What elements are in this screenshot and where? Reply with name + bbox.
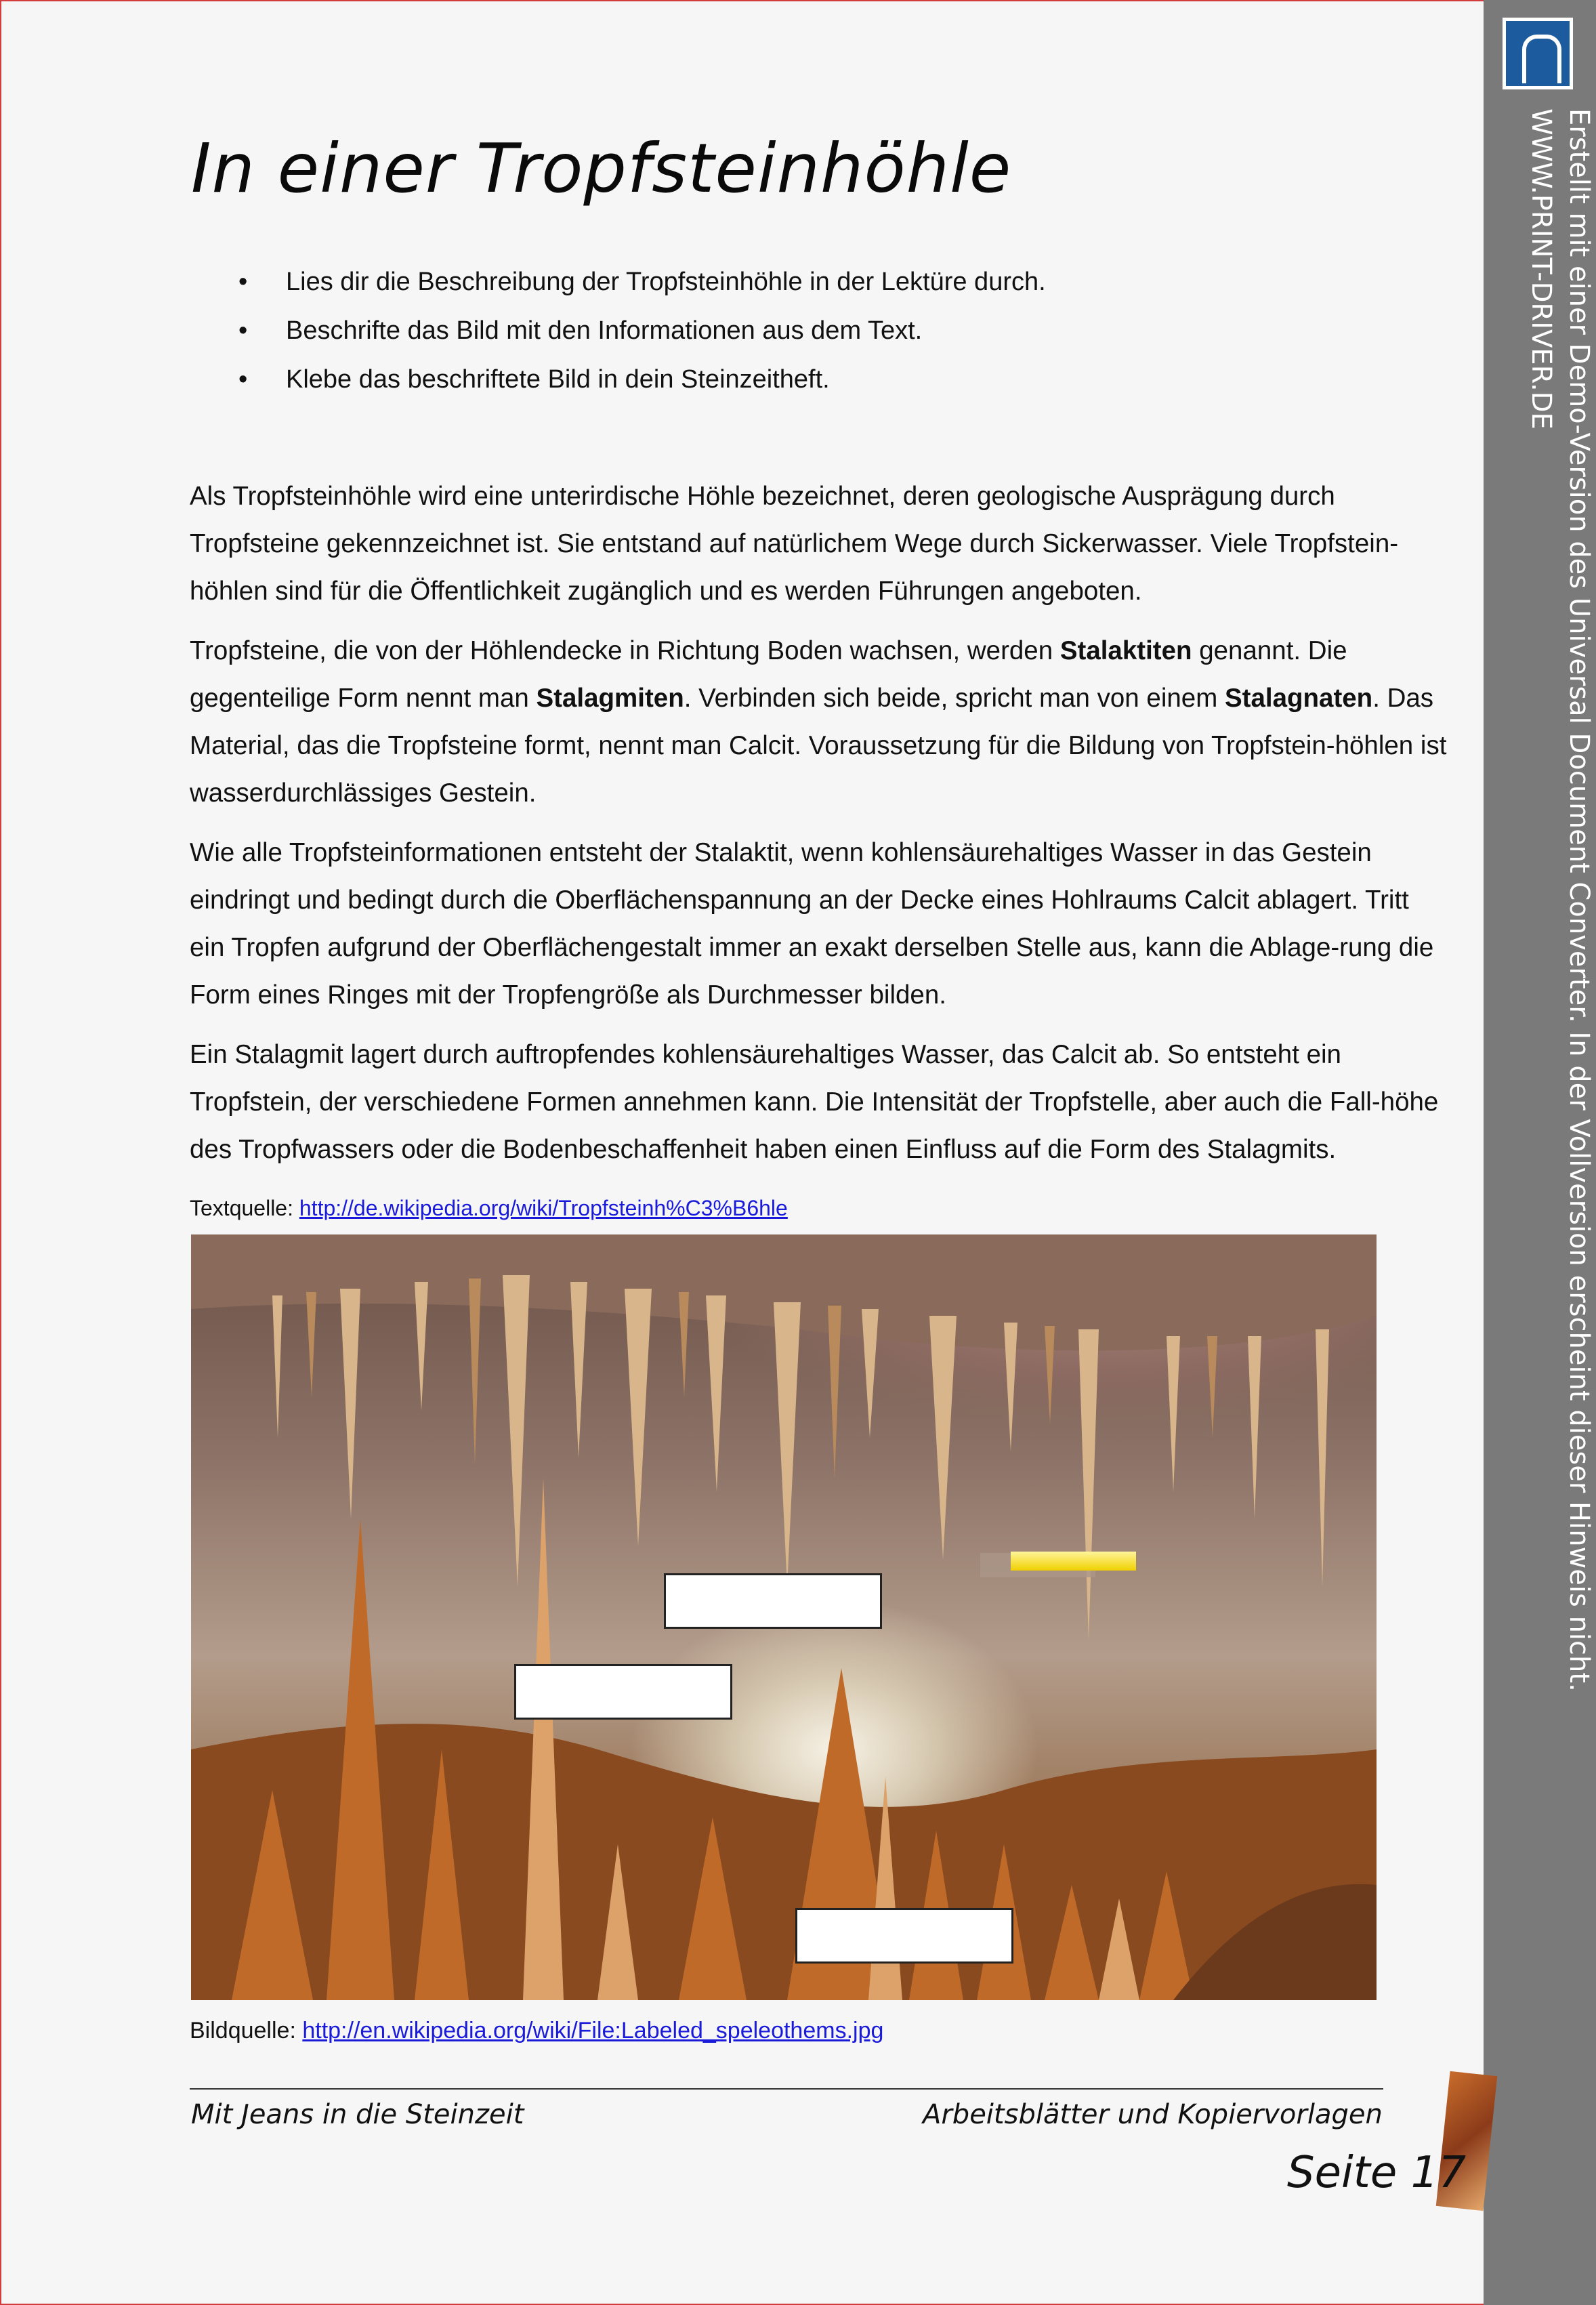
footer-divider bbox=[190, 2088, 1383, 2090]
image-source-label: Bildquelle: bbox=[190, 2018, 303, 2043]
watermark-text bbox=[1494, 108, 1596, 1692]
task-list bbox=[238, 257, 1046, 404]
page-number: Seite 17 bbox=[1287, 2148, 1467, 2198]
body-text bbox=[190, 473, 1450, 1186]
task-item: • Klebe das beschriftete Bild in dein Steinzeitheft. bbox=[238, 355, 1046, 404]
term-stalaktiten: Stalaktiten bbox=[1059, 636, 1192, 665]
highlight-marker bbox=[1011, 1552, 1136, 1571]
text-source-label: Textquelle: bbox=[190, 1196, 299, 1220]
converter-logo-icon bbox=[1503, 18, 1573, 89]
task-item: • Lies dir die Beschreibung der Tropfsteinhöhle in der Lektüre durch. bbox=[238, 257, 1046, 306]
footer-subtitle: Arbeitsblätter und Kopiervorlagen bbox=[923, 2099, 1383, 2130]
text-source bbox=[190, 1196, 788, 1221]
label-box-2[interactable] bbox=[514, 1664, 732, 1720]
paragraph-3: Wie alle Tropfsteinformationen entsteht der Stalaktit, wenn kohlensäurehaltiges Wasser in das Gestein eindringt und bedingt durch die Oberflächenspannung an der Decke eines Hohlraums Calcit ablagert. Tritt ein Tropfen aufgrund der Oberflächengestalt immer an exakt derselben Stelle aus, kann die Ablage-rung die Form eines Ringes mit der Tropfengröße als Durchmesser bilden. bbox=[190, 838, 1434, 1010]
paragraph-1: Als Tropfsteinhöhle wird eine unterirdische Höhle bezeichnet, deren geologische Ausprägung durch Tropfsteine gekennzeichnet ist. Sie entstand auf natürlichem Wege durch Sickerwasser. Viele Tropfstein-höhlen sind für die Öffentlichkeit zugänglich und es werden Führungen angeboten. bbox=[190, 482, 1399, 606]
footer-book-title: Mit Jeans in die Steinzeit bbox=[191, 2099, 524, 2130]
task-item: • Beschrifte das Bild mit den Informationen aus dem Text. bbox=[238, 306, 1046, 355]
term-stalagmiten: Stalagmiten bbox=[536, 684, 684, 713]
label-box-1[interactable] bbox=[664, 1573, 882, 1629]
image-source-link[interactable]: http://en.wikipedia.org/wiki/File:Labeled_speleothems.jpg bbox=[302, 2018, 884, 2043]
watermark-line-1: Erstellt mit einer Demo-Version des Universal Document Converter. In der Vollversion erscheint dieser Hinweis nicht. bbox=[1563, 108, 1595, 1692]
paragraph-4: Ein Stalagmit lagert durch auftropfendes kohlensäurehaltiges Wasser, das Calcit ab. So entsteht ein Tropfstein, der verschiedene Formen annehmen kann. Die Intensität der Tropfstelle, aber auch die Fall-höhe des Tropfwassers oder die Bodenbeschaffenheit haben einen Einfluss auf die Form des Stalagmits. bbox=[190, 1040, 1439, 1164]
image-source bbox=[190, 2018, 883, 2044]
label-box-3[interactable] bbox=[795, 1908, 1013, 1964]
cave-photo bbox=[191, 1234, 1377, 2000]
term-stalagnaten: Stalagnaten bbox=[1224, 684, 1373, 713]
watermark-line-2: WWW.PRINT-DRIVER.DE bbox=[1526, 108, 1557, 430]
paragraph-2: Tropfsteine, die von der Höhlendecke in Richtung Boden wachsen, werden Stalaktiten genannt. Die gegenteilige Form nennt man Stalagmiten. Verbinden sich beide, spricht man von einem Stalagnaten. Das Material, das die Tropfsteine formt, nennt man Calcit. Voraussetzung für die Bildung von Tropfstein-höhlen ist wasserdurchlässiges Gestein. bbox=[190, 636, 1447, 808]
page-title: In einer Tropfsteinhöhle bbox=[191, 129, 1012, 208]
text-source-link[interactable]: http://de.wikipedia.org/wiki/Tropfsteinh%C3%B6hle bbox=[299, 1196, 788, 1220]
